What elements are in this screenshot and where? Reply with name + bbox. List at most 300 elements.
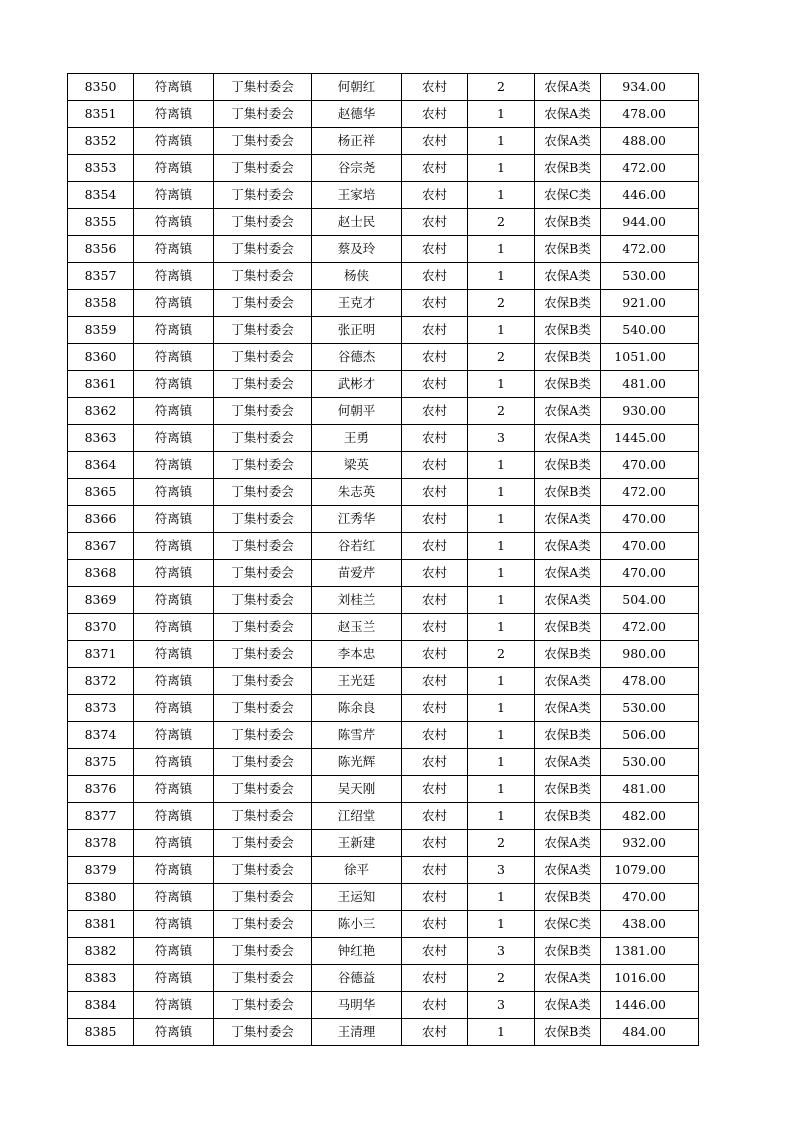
serial-number-cell: 8355	[68, 209, 134, 236]
village-committee-cell: 丁集村委会	[214, 263, 312, 290]
household-size-cell: 1	[468, 155, 535, 182]
amount-cell: 482.00	[601, 803, 699, 830]
name-cell: 王光廷	[312, 668, 402, 695]
amount-cell: 481.00	[601, 371, 699, 398]
insurance-category-cell: 农保B类	[535, 290, 601, 317]
insurance-category-cell: 农保C类	[535, 182, 601, 209]
town-cell: 符离镇	[134, 749, 214, 776]
table-row	[68, 938, 699, 965]
household-size-cell: 1	[468, 236, 535, 263]
household-size-cell: 3	[468, 857, 535, 884]
serial-number-cell: 8385	[68, 1019, 134, 1046]
insurance-category-cell: 农保B类	[535, 371, 601, 398]
household-size-cell: 1	[468, 587, 535, 614]
name-cell: 赵士民	[312, 209, 402, 236]
town-cell: 符离镇	[134, 155, 214, 182]
household-size-cell: 3	[468, 992, 535, 1019]
village-committee-cell: 丁集村委会	[214, 803, 312, 830]
table-row	[68, 884, 699, 911]
table-row	[68, 749, 699, 776]
town-cell: 符离镇	[134, 128, 214, 155]
table-row	[68, 101, 699, 128]
insurance-category-cell: 农保A类	[535, 425, 601, 452]
household-size-cell: 1	[468, 911, 535, 938]
amount-cell: 470.00	[601, 560, 699, 587]
town-cell: 符离镇	[134, 452, 214, 479]
name-cell: 蔡及玲	[312, 236, 402, 263]
name-cell: 张正明	[312, 317, 402, 344]
household-size-cell: 2	[468, 344, 535, 371]
amount-cell: 470.00	[601, 533, 699, 560]
name-cell: 朱志英	[312, 479, 402, 506]
serial-number-cell: 8380	[68, 884, 134, 911]
town-cell: 符离镇	[134, 236, 214, 263]
insurance-category-cell: 农保A类	[535, 587, 601, 614]
insurance-category-cell: 农保A类	[535, 101, 601, 128]
household-type-cell: 农村	[402, 857, 468, 884]
amount-cell: 980.00	[601, 641, 699, 668]
village-committee-cell: 丁集村委会	[214, 884, 312, 911]
town-cell: 符离镇	[134, 479, 214, 506]
town-cell: 符离镇	[134, 560, 214, 587]
serial-number-cell: 8364	[68, 452, 134, 479]
town-cell: 符离镇	[134, 1019, 214, 1046]
table-row	[68, 992, 699, 1019]
town-cell: 符离镇	[134, 722, 214, 749]
village-committee-cell: 丁集村委会	[214, 668, 312, 695]
name-cell: 陈光辉	[312, 749, 402, 776]
insurance-category-cell: 农保A类	[535, 560, 601, 587]
household-type-cell: 农村	[402, 803, 468, 830]
serial-number-cell: 8371	[68, 641, 134, 668]
amount-cell: 470.00	[601, 506, 699, 533]
household-size-cell: 1	[468, 614, 535, 641]
name-cell: 陈小三	[312, 911, 402, 938]
insurance-category-cell: 农保B类	[535, 155, 601, 182]
household-type-cell: 农村	[402, 992, 468, 1019]
serial-number-cell: 8368	[68, 560, 134, 587]
serial-number-cell: 8384	[68, 992, 134, 1019]
serial-number-cell: 8350	[68, 74, 134, 101]
insurance-category-cell: 农保B类	[535, 776, 601, 803]
table-row	[68, 614, 699, 641]
household-size-cell: 3	[468, 425, 535, 452]
village-committee-cell: 丁集村委会	[214, 317, 312, 344]
name-cell: 刘桂兰	[312, 587, 402, 614]
household-size-cell: 1	[468, 371, 535, 398]
serial-number-cell: 8366	[68, 506, 134, 533]
town-cell: 符离镇	[134, 884, 214, 911]
household-size-cell: 2	[468, 641, 535, 668]
household-type-cell: 农村	[402, 506, 468, 533]
village-committee-cell: 丁集村委会	[214, 1019, 312, 1046]
amount-cell: 438.00	[601, 911, 699, 938]
amount-cell: 472.00	[601, 236, 699, 263]
table-row	[68, 830, 699, 857]
table-row	[68, 668, 699, 695]
table-row	[68, 776, 699, 803]
name-cell: 江秀华	[312, 506, 402, 533]
serial-number-cell: 8351	[68, 101, 134, 128]
table-row	[68, 506, 699, 533]
name-cell: 王勇	[312, 425, 402, 452]
village-committee-cell: 丁集村委会	[214, 641, 312, 668]
household-type-cell: 农村	[402, 776, 468, 803]
household-type-cell: 农村	[402, 371, 468, 398]
household-size-cell: 1	[468, 263, 535, 290]
name-cell: 何朝平	[312, 398, 402, 425]
amount-cell: 530.00	[601, 749, 699, 776]
household-size-cell: 1	[468, 776, 535, 803]
serial-number-cell: 8378	[68, 830, 134, 857]
household-size-cell: 1	[468, 1019, 535, 1046]
village-committee-cell: 丁集村委会	[214, 371, 312, 398]
town-cell: 符离镇	[134, 965, 214, 992]
name-cell: 陈余良	[312, 695, 402, 722]
name-cell: 杨正祥	[312, 128, 402, 155]
insurance-category-cell: 农保B类	[535, 344, 601, 371]
village-committee-cell: 丁集村委会	[214, 290, 312, 317]
table-row	[68, 560, 699, 587]
table-row	[68, 317, 699, 344]
town-cell: 符离镇	[134, 425, 214, 452]
insurance-category-cell: 农保A类	[535, 263, 601, 290]
household-size-cell: 1	[468, 533, 535, 560]
table-row	[68, 722, 699, 749]
insurance-category-cell: 农保B类	[535, 479, 601, 506]
serial-number-cell: 8356	[68, 236, 134, 263]
town-cell: 符离镇	[134, 803, 214, 830]
household-type-cell: 农村	[402, 749, 468, 776]
serial-number-cell: 8365	[68, 479, 134, 506]
name-cell: 王新建	[312, 830, 402, 857]
household-type-cell: 农村	[402, 452, 468, 479]
town-cell: 符离镇	[134, 992, 214, 1019]
amount-cell: 478.00	[601, 101, 699, 128]
village-committee-cell: 丁集村委会	[214, 695, 312, 722]
insurance-category-cell: 农保B类	[535, 1019, 601, 1046]
amount-cell: 472.00	[601, 479, 699, 506]
serial-number-cell: 8367	[68, 533, 134, 560]
name-cell: 江绍堂	[312, 803, 402, 830]
serial-number-cell: 8379	[68, 857, 134, 884]
amount-cell: 1446.00	[601, 992, 699, 1019]
name-cell: 徐平	[312, 857, 402, 884]
amount-cell: 932.00	[601, 830, 699, 857]
amount-cell: 478.00	[601, 668, 699, 695]
household-size-cell: 1	[468, 317, 535, 344]
village-committee-cell: 丁集村委会	[214, 182, 312, 209]
amount-cell: 944.00	[601, 209, 699, 236]
amount-cell: 488.00	[601, 128, 699, 155]
town-cell: 符离镇	[134, 587, 214, 614]
table-row	[68, 533, 699, 560]
name-cell: 何朝红	[312, 74, 402, 101]
serial-number-cell: 8375	[68, 749, 134, 776]
insurance-category-cell: 农保A类	[535, 506, 601, 533]
table-row	[68, 344, 699, 371]
name-cell: 苗爱芹	[312, 560, 402, 587]
village-committee-cell: 丁集村委会	[214, 560, 312, 587]
table-row	[68, 182, 699, 209]
village-committee-cell: 丁集村委会	[214, 533, 312, 560]
household-type-cell: 农村	[402, 1019, 468, 1046]
serial-number-cell: 8374	[68, 722, 134, 749]
name-cell: 赵玉兰	[312, 614, 402, 641]
amount-cell: 921.00	[601, 290, 699, 317]
insurance-category-cell: 农保B类	[535, 938, 601, 965]
household-type-cell: 农村	[402, 344, 468, 371]
household-size-cell: 1	[468, 101, 535, 128]
amount-cell: 472.00	[601, 614, 699, 641]
village-committee-cell: 丁集村委会	[214, 911, 312, 938]
household-type-cell: 农村	[402, 938, 468, 965]
household-size-cell: 1	[468, 803, 535, 830]
household-size-cell: 1	[468, 560, 535, 587]
amount-cell: 446.00	[601, 182, 699, 209]
amount-cell: 484.00	[601, 1019, 699, 1046]
household-type-cell: 农村	[402, 479, 468, 506]
village-committee-cell: 丁集村委会	[214, 128, 312, 155]
household-size-cell: 1	[468, 695, 535, 722]
village-committee-cell: 丁集村委会	[214, 722, 312, 749]
household-type-cell: 农村	[402, 425, 468, 452]
serial-number-cell: 8358	[68, 290, 134, 317]
table-row	[68, 263, 699, 290]
insurance-category-cell: 农保B类	[535, 641, 601, 668]
household-type-cell: 农村	[402, 155, 468, 182]
insurance-category-cell: 农保A类	[535, 128, 601, 155]
name-cell: 王克才	[312, 290, 402, 317]
household-type-cell: 农村	[402, 128, 468, 155]
town-cell: 符离镇	[134, 290, 214, 317]
household-type-cell: 农村	[402, 236, 468, 263]
insurance-category-cell: 农保B类	[535, 452, 601, 479]
town-cell: 符离镇	[134, 776, 214, 803]
insurance-category-cell: 农保A类	[535, 749, 601, 776]
household-size-cell: 2	[468, 398, 535, 425]
name-cell: 谷宗尧	[312, 155, 402, 182]
village-committee-cell: 丁集村委会	[214, 479, 312, 506]
amount-cell: 481.00	[601, 776, 699, 803]
name-cell: 赵德华	[312, 101, 402, 128]
household-size-cell: 1	[468, 128, 535, 155]
household-type-cell: 农村	[402, 533, 468, 560]
serial-number-cell: 8363	[68, 425, 134, 452]
amount-cell: 930.00	[601, 398, 699, 425]
name-cell: 王运知	[312, 884, 402, 911]
household-type-cell: 农村	[402, 911, 468, 938]
town-cell: 符离镇	[134, 830, 214, 857]
town-cell: 符离镇	[134, 371, 214, 398]
insurance-category-cell: 农保A类	[535, 398, 601, 425]
household-type-cell: 农村	[402, 560, 468, 587]
household-type-cell: 农村	[402, 587, 468, 614]
serial-number-cell: 8352	[68, 128, 134, 155]
insurance-category-cell: 农保B类	[535, 722, 601, 749]
table-row	[68, 155, 699, 182]
town-cell: 符离镇	[134, 533, 214, 560]
town-cell: 符离镇	[134, 263, 214, 290]
household-size-cell: 1	[468, 749, 535, 776]
name-cell: 钟红艳	[312, 938, 402, 965]
table-row	[68, 857, 699, 884]
household-size-cell: 2	[468, 830, 535, 857]
town-cell: 符离镇	[134, 74, 214, 101]
table-row	[68, 236, 699, 263]
amount-cell: 470.00	[601, 452, 699, 479]
household-size-cell: 1	[468, 479, 535, 506]
household-type-cell: 农村	[402, 263, 468, 290]
insurance-category-cell: 农保B类	[535, 236, 601, 263]
town-cell: 符离镇	[134, 614, 214, 641]
name-cell: 李本忠	[312, 641, 402, 668]
household-size-cell: 1	[468, 182, 535, 209]
amount-cell: 1051.00	[601, 344, 699, 371]
serial-number-cell: 8353	[68, 155, 134, 182]
household-size-cell: 1	[468, 884, 535, 911]
village-committee-cell: 丁集村委会	[214, 506, 312, 533]
name-cell: 谷德益	[312, 965, 402, 992]
table-row	[68, 371, 699, 398]
name-cell: 马明华	[312, 992, 402, 1019]
town-cell: 符离镇	[134, 668, 214, 695]
household-type-cell: 农村	[402, 695, 468, 722]
table-row	[68, 587, 699, 614]
household-type-cell: 农村	[402, 614, 468, 641]
village-committee-cell: 丁集村委会	[214, 398, 312, 425]
serial-number-cell: 8373	[68, 695, 134, 722]
household-size-cell: 1	[468, 668, 535, 695]
table-row	[68, 1019, 699, 1046]
village-committee-cell: 丁集村委会	[214, 938, 312, 965]
town-cell: 符离镇	[134, 641, 214, 668]
village-committee-cell: 丁集村委会	[214, 452, 312, 479]
serial-number-cell: 8382	[68, 938, 134, 965]
table-row	[68, 74, 699, 101]
insurance-category-cell: 农保B类	[535, 803, 601, 830]
village-committee-cell: 丁集村委会	[214, 830, 312, 857]
serial-number-cell: 8381	[68, 911, 134, 938]
name-cell: 王清理	[312, 1019, 402, 1046]
village-committee-cell: 丁集村委会	[214, 587, 312, 614]
insurance-category-cell: 农保A类	[535, 857, 601, 884]
household-type-cell: 农村	[402, 290, 468, 317]
household-size-cell: 2	[468, 209, 535, 236]
name-cell: 武彬才	[312, 371, 402, 398]
household-type-cell: 农村	[402, 74, 468, 101]
town-cell: 符离镇	[134, 911, 214, 938]
amount-cell: 1016.00	[601, 965, 699, 992]
town-cell: 符离镇	[134, 695, 214, 722]
amount-cell: 1079.00	[601, 857, 699, 884]
table-body	[68, 74, 699, 1046]
name-cell: 陈雪芹	[312, 722, 402, 749]
name-cell: 杨侠	[312, 263, 402, 290]
household-size-cell: 1	[468, 506, 535, 533]
insurance-category-cell: 农保A类	[535, 992, 601, 1019]
insurance-category-cell: 农保A类	[535, 533, 601, 560]
insurance-category-cell: 农保C类	[535, 911, 601, 938]
serial-number-cell: 8359	[68, 317, 134, 344]
insurance-category-cell: 农保A类	[535, 695, 601, 722]
name-cell: 梁英	[312, 452, 402, 479]
name-cell: 谷德杰	[312, 344, 402, 371]
town-cell: 符离镇	[134, 938, 214, 965]
insurance-category-cell: 农保B类	[535, 209, 601, 236]
allowance-table	[67, 73, 699, 1046]
household-type-cell: 农村	[402, 641, 468, 668]
serial-number-cell: 8370	[68, 614, 134, 641]
serial-number-cell: 8376	[68, 776, 134, 803]
serial-number-cell: 8361	[68, 371, 134, 398]
amount-cell: 530.00	[601, 695, 699, 722]
table-row	[68, 965, 699, 992]
insurance-category-cell: 农保A类	[535, 668, 601, 695]
insurance-category-cell: 农保A类	[535, 74, 601, 101]
name-cell: 吴天刚	[312, 776, 402, 803]
town-cell: 符离镇	[134, 398, 214, 425]
table-row	[68, 911, 699, 938]
serial-number-cell: 8383	[68, 965, 134, 992]
amount-cell: 1381.00	[601, 938, 699, 965]
household-type-cell: 农村	[402, 884, 468, 911]
household-type-cell: 农村	[402, 830, 468, 857]
town-cell: 符离镇	[134, 317, 214, 344]
household-size-cell: 1	[468, 722, 535, 749]
household-type-cell: 农村	[402, 317, 468, 344]
village-committee-cell: 丁集村委会	[214, 155, 312, 182]
table-row	[68, 128, 699, 155]
serial-number-cell: 8360	[68, 344, 134, 371]
village-committee-cell: 丁集村委会	[214, 74, 312, 101]
name-cell: 王家培	[312, 182, 402, 209]
amount-cell: 472.00	[601, 155, 699, 182]
household-type-cell: 农村	[402, 101, 468, 128]
town-cell: 符离镇	[134, 506, 214, 533]
amount-cell: 934.00	[601, 74, 699, 101]
insurance-category-cell: 农保B类	[535, 614, 601, 641]
insurance-category-cell: 农保B类	[535, 317, 601, 344]
village-committee-cell: 丁集村委会	[214, 344, 312, 371]
serial-number-cell: 8362	[68, 398, 134, 425]
serial-number-cell: 8372	[68, 668, 134, 695]
table-row	[68, 425, 699, 452]
amount-cell: 1445.00	[601, 425, 699, 452]
household-size-cell: 2	[468, 290, 535, 317]
name-cell: 谷若红	[312, 533, 402, 560]
town-cell: 符离镇	[134, 182, 214, 209]
table-row	[68, 452, 699, 479]
table-row	[68, 479, 699, 506]
insurance-category-cell: 农保A类	[535, 830, 601, 857]
household-size-cell: 3	[468, 938, 535, 965]
household-size-cell: 2	[468, 74, 535, 101]
village-committee-cell: 丁集村委会	[214, 614, 312, 641]
village-committee-cell: 丁集村委会	[214, 776, 312, 803]
table-row	[68, 209, 699, 236]
amount-cell: 506.00	[601, 722, 699, 749]
amount-cell: 504.00	[601, 587, 699, 614]
table-row	[68, 290, 699, 317]
amount-cell: 540.00	[601, 317, 699, 344]
town-cell: 符离镇	[134, 209, 214, 236]
village-committee-cell: 丁集村委会	[214, 425, 312, 452]
serial-number-cell: 8357	[68, 263, 134, 290]
amount-cell: 530.00	[601, 263, 699, 290]
household-type-cell: 农村	[402, 209, 468, 236]
table-row	[68, 398, 699, 425]
